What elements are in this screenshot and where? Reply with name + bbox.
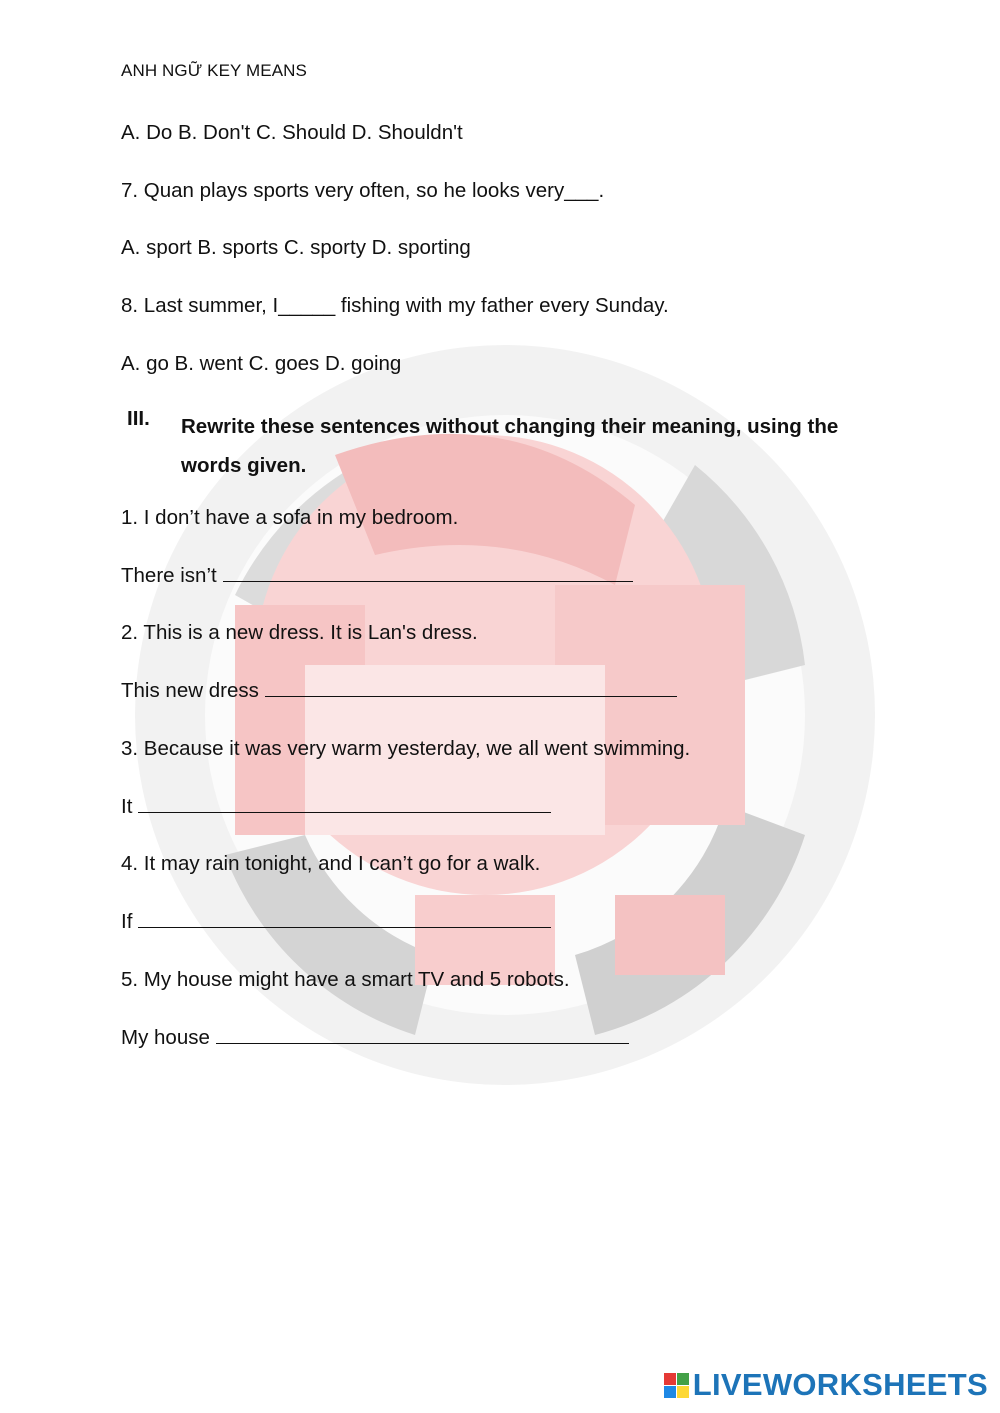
liveworksheets-mark-icon — [664, 1373, 689, 1398]
section-title: Rewrite these sentences without changing their meaning, using the words given. — [181, 415, 839, 477]
liveworksheets-logo[interactable] — [664, 1367, 988, 1403]
rewrite-answer-line-1 — [121, 564, 633, 588]
question-options-7: A. sport B. sports C. sporty D. sporting — [121, 236, 471, 259]
logo-block-blue — [664, 1386, 676, 1398]
logo-block-red — [664, 1373, 676, 1385]
rewrite-answer-line-3 — [121, 795, 551, 819]
answer-blank-4[interactable] — [138, 911, 551, 928]
rewrite-sentence-5: 5. My house might have a smart TV and 5 robots. — [121, 968, 570, 991]
question-options-8: A. go B. went C. goes D. going — [121, 352, 402, 375]
answer-blank-5[interactable] — [216, 1027, 629, 1044]
rewrite-prompt-1: There isn’t — [121, 564, 217, 587]
rewrite-prompt-2: This new dress — [121, 679, 259, 702]
rewrite-sentence-3: 3. Because it was very warm yesterday, we all went swimming. — [121, 737, 691, 760]
question-7: 7. Quan plays sports very often, so he looks very___. — [121, 179, 605, 202]
rewrite-answer-line-5 — [121, 1026, 629, 1050]
rewrite-sentence-4: 4. It may rain tonight, and I can’t go for a walk. — [121, 852, 541, 875]
rewrite-answer-line-4 — [121, 910, 551, 934]
rewrite-sentence-1: 1. I don’t have a sofa in my bedroom. — [121, 506, 459, 529]
answer-blank-1[interactable] — [223, 565, 633, 582]
rewrite-prompt-4: If — [121, 910, 133, 933]
rewrite-answer-line-2 — [121, 679, 677, 703]
answer-blank-2[interactable] — [265, 680, 677, 697]
rewrite-sentence-2: 2. This is a new dress. It is Lan's dress. — [121, 621, 478, 644]
section-number: III. — [127, 407, 150, 430]
liveworksheets-brand: LIVEWORKSHEETS — [692, 1367, 988, 1402]
answer-blank-3[interactable] — [138, 796, 551, 813]
rewrite-prompt-5: My house — [121, 1026, 210, 1049]
question-options-6: A. Do B. Don't C. Should D. Shouldn't — [121, 121, 463, 144]
logo-block-yellow — [677, 1386, 689, 1398]
rewrite-prompt-3: It — [121, 795, 133, 818]
page-header: ANH NGỮ KEY MEANS — [121, 61, 307, 80]
logo-block-green — [677, 1373, 689, 1385]
question-8: 8. Last summer, I_____ fishing with my father every Sunday. — [121, 294, 669, 317]
